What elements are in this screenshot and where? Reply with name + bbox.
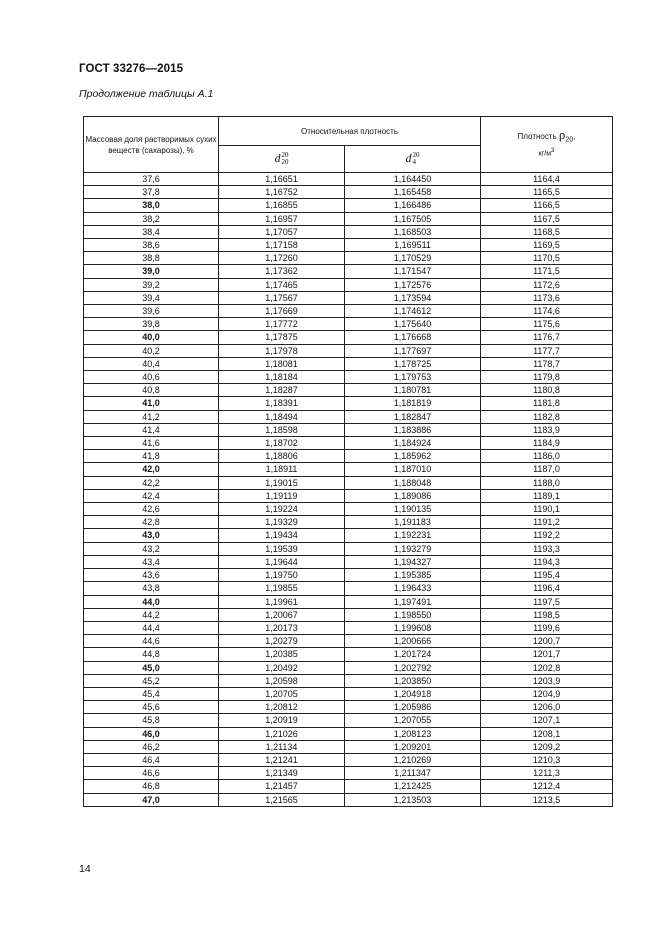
mass-fraction-cell: 41,2 [84, 410, 219, 423]
density-cell: 1181,8 [481, 397, 613, 410]
table-row [84, 199, 613, 212]
mass-fraction-cell: 44,6 [84, 635, 219, 648]
d20-20-cell: 1,16752 [219, 186, 345, 199]
table-row [84, 212, 613, 225]
table-row [84, 278, 613, 291]
mass-fraction-cell: 40,6 [84, 371, 219, 384]
mass-fraction-cell: 40,2 [84, 344, 219, 357]
mass-fraction-cell: 44,2 [84, 608, 219, 621]
d20-20-cell: 1,20919 [219, 714, 345, 727]
d20-20-cell: 1,21026 [219, 727, 345, 740]
mass-fraction-cell: 40,0 [84, 331, 219, 344]
d20-4-cell: 1,191183 [345, 516, 481, 529]
mass-fraction-cell: 47,0 [84, 793, 219, 806]
table-row [84, 437, 613, 450]
density-label: Плотность [517, 132, 557, 142]
density-cell: 1182,8 [481, 410, 613, 423]
d20-4-cell: 1,192231 [345, 529, 481, 542]
mass-fraction-cell: 44,8 [84, 648, 219, 661]
density-cell: 1190,1 [481, 503, 613, 516]
table-row [84, 173, 613, 186]
density-cell: 1187,0 [481, 463, 613, 476]
density-unit: кг/м [538, 150, 552, 158]
density-cell: 1172,6 [481, 278, 613, 291]
mass-fraction-cell: 40,8 [84, 384, 219, 397]
page-number: 14 [79, 863, 91, 875]
d20-4-cell: 1,210269 [345, 753, 481, 766]
density-cell: 1191,2 [481, 516, 613, 529]
mass-fraction-cell: 43,0 [84, 529, 219, 542]
d20-20-letter: d [274, 150, 281, 165]
mass-fraction-cell: 38,2 [84, 212, 219, 225]
table-row [84, 780, 613, 793]
d20-4-cell: 1,193279 [345, 542, 481, 555]
d20-4-header [345, 146, 481, 173]
d20-20-cell: 1,21349 [219, 767, 345, 780]
d20-20-cell: 1,16855 [219, 199, 345, 212]
d20-4-cell: 1,166486 [345, 199, 481, 212]
mass-fraction-cell: 42,2 [84, 476, 219, 489]
d20-20-cell: 1,20598 [219, 674, 345, 687]
mass-fraction-cell: 46,8 [84, 780, 219, 793]
mass-fraction-cell: 37,8 [84, 186, 219, 199]
mass-fraction-cell: 42,6 [84, 503, 219, 516]
mass-fraction-cell: 45,4 [84, 687, 219, 700]
mass-fraction-cell: 39,8 [84, 318, 219, 331]
density-table [83, 116, 613, 807]
table-row [84, 714, 613, 727]
density-cell: 1195,4 [481, 569, 613, 582]
density-cell: 1212,4 [481, 780, 613, 793]
table-row [84, 489, 613, 502]
density-cell: 1209,2 [481, 740, 613, 753]
d20-4-cell: 1,199608 [345, 621, 481, 634]
table-row [84, 608, 613, 621]
density-cell: 1204,9 [481, 687, 613, 700]
table-row [84, 225, 613, 238]
d20-20-cell: 1,18806 [219, 450, 345, 463]
table-row [84, 318, 613, 331]
d20-4-cell: 1,189086 [345, 489, 481, 502]
rho-subscript: 20 [565, 136, 574, 144]
density-cell: 1168,5 [481, 225, 613, 238]
mass-fraction-cell: 38,4 [84, 225, 219, 238]
table-row [84, 476, 613, 489]
table-row [84, 753, 613, 766]
d20-4-cell: 1,212425 [345, 780, 481, 793]
d20-20-cell: 1,21565 [219, 793, 345, 806]
density-cell: 1193,3 [481, 542, 613, 555]
density-cell: 1188,0 [481, 476, 613, 489]
mass-fraction-cell: 45,8 [84, 714, 219, 727]
mass-fraction-cell: 42,8 [84, 516, 219, 529]
table-row [84, 410, 613, 423]
table-row [84, 252, 613, 265]
d20-4-cell: 1,208123 [345, 727, 481, 740]
d20-4-cell: 1,198550 [345, 608, 481, 621]
d20-4-cell: 1,187010 [345, 463, 481, 476]
mass-fraction-cell: 44,4 [84, 621, 219, 634]
table-row [84, 450, 613, 463]
d20-4-cell: 1,201724 [345, 648, 481, 661]
d20-4-cell: 1,188048 [345, 476, 481, 489]
density-cell: 1198,5 [481, 608, 613, 621]
d20-4-cell: 1,177697 [345, 344, 481, 357]
density-cell: 1203,9 [481, 674, 613, 687]
mass-fraction-cell: 46,2 [84, 740, 219, 753]
d20-20-cell: 1,19119 [219, 489, 345, 502]
table-row [84, 331, 613, 344]
density-cell: 1211,3 [481, 767, 613, 780]
table-row [84, 569, 613, 582]
d20-20-cell: 1,17875 [219, 331, 345, 344]
mass-fraction-header: Массовая доля растворимых сухих веществ (сахарозы), % [84, 117, 219, 173]
mass-fraction-cell: 38,0 [84, 199, 219, 212]
d20-4-cell: 1,170529 [345, 252, 481, 265]
table-row [84, 397, 613, 410]
table-row [84, 503, 613, 516]
d20-4-cell: 1,209201 [345, 740, 481, 753]
table-row [84, 674, 613, 687]
mass-fraction-cell: 38,8 [84, 252, 219, 265]
mass-fraction-cell: 39,4 [84, 291, 219, 304]
density-cell: 1199,6 [481, 621, 613, 634]
d20-4-cell: 1,181819 [345, 397, 481, 410]
table-body [84, 173, 613, 807]
d20-4-cell: 1,204918 [345, 687, 481, 700]
mass-fraction-cell: 45,2 [84, 674, 219, 687]
d20-4-cell: 1,203850 [345, 674, 481, 687]
d20-20-cell: 1,19750 [219, 569, 345, 582]
density-header [481, 117, 613, 173]
density-cell: 1189,1 [481, 489, 613, 502]
mass-fraction-cell: 40,4 [84, 357, 219, 370]
density-cell: 1192,2 [481, 529, 613, 542]
d20-20-cell: 1,18287 [219, 384, 345, 397]
d20-20-cell: 1,19015 [219, 476, 345, 489]
d20-4-cell: 1,185962 [345, 450, 481, 463]
d20-20-cell: 1,19855 [219, 582, 345, 595]
d20-4-letter: d [405, 150, 412, 165]
mass-fraction-cell: 44,0 [84, 595, 219, 608]
table-row [84, 701, 613, 714]
mass-fraction-cell: 43,8 [84, 582, 219, 595]
table-row [84, 661, 613, 674]
density-cell: 1166,5 [481, 199, 613, 212]
d20-4-cell: 1,167505 [345, 212, 481, 225]
table-row [84, 384, 613, 397]
d20-4-sup: 20 [412, 151, 420, 159]
d20-20-cell: 1,17567 [219, 291, 345, 304]
table-row [84, 529, 613, 542]
density-cell: 1206,0 [481, 701, 613, 714]
d20-20-cell: 1,20067 [219, 608, 345, 621]
d20-20-cell: 1,20279 [219, 635, 345, 648]
density-cell: 1174,6 [481, 305, 613, 318]
d20-4-cell: 1,213503 [345, 793, 481, 806]
density-cell: 1200,7 [481, 635, 613, 648]
d20-20-cell: 1,20385 [219, 648, 345, 661]
density-unit-exponent: 3 [551, 147, 555, 154]
d20-4-cell: 1,172576 [345, 278, 481, 291]
density-cell: 1201,7 [481, 648, 613, 661]
d20-4-cell: 1,194327 [345, 555, 481, 568]
density-cell: 1213,5 [481, 793, 613, 806]
d20-20-sup: 20 [281, 151, 289, 159]
density-cell: 1176,7 [481, 331, 613, 344]
d20-4-cell: 1,195385 [345, 569, 481, 582]
d20-20-cell: 1,17772 [219, 318, 345, 331]
d20-20-sub: 20 [281, 158, 289, 166]
table-row [84, 621, 613, 634]
table-row [84, 542, 613, 555]
table-row [84, 793, 613, 806]
d20-4-cell: 1,178725 [345, 357, 481, 370]
mass-fraction-cell: 46,0 [84, 727, 219, 740]
table-row [84, 357, 613, 370]
table-row [84, 687, 613, 700]
density-cell: 1167,5 [481, 212, 613, 225]
table-row [84, 595, 613, 608]
mass-fraction-cell: 41,4 [84, 423, 219, 436]
mass-fraction-cell: 46,6 [84, 767, 219, 780]
mass-fraction-cell: 42,4 [84, 489, 219, 502]
d20-20-cell: 1,19329 [219, 516, 345, 529]
relative-density-header: Относительная плотность [219, 117, 481, 146]
d20-20-cell: 1,16651 [219, 173, 345, 186]
density-cell: 1184,9 [481, 437, 613, 450]
density-cell: 1208,1 [481, 727, 613, 740]
density-cell: 1183,9 [481, 423, 613, 436]
d20-4-cell: 1,173594 [345, 291, 481, 304]
d20-20-cell: 1,19539 [219, 542, 345, 555]
mass-fraction-cell: 43,2 [84, 542, 219, 555]
d20-20-cell: 1,21457 [219, 780, 345, 793]
density-cell: 1197,5 [481, 595, 613, 608]
table-row [84, 239, 613, 252]
table-continuation-caption: Продолжение таблицы А.1 [79, 88, 214, 100]
d20-20-cell: 1,21134 [219, 740, 345, 753]
density-cell: 1164,4 [481, 173, 613, 186]
density-cell: 1175,6 [481, 318, 613, 331]
d20-20-cell: 1,20705 [219, 687, 345, 700]
mass-fraction-cell: 43,6 [84, 569, 219, 582]
table-row [84, 635, 613, 648]
table-row [84, 305, 613, 318]
table-row [84, 344, 613, 357]
d20-20-cell: 1,20492 [219, 661, 345, 674]
mass-fraction-cell: 39,0 [84, 265, 219, 278]
mass-fraction-cell: 41,6 [84, 437, 219, 450]
density-cell: 1180,8 [481, 384, 613, 397]
d20-20-cell: 1,17260 [219, 252, 345, 265]
table-row [84, 582, 613, 595]
d20-4-cell: 1,196433 [345, 582, 481, 595]
d20-4-cell: 1,205986 [345, 701, 481, 714]
d20-20-cell: 1,20812 [219, 701, 345, 714]
density-cell: 1194,3 [481, 555, 613, 568]
mass-fraction-cell: 39,2 [84, 278, 219, 291]
density-cell: 1169,5 [481, 239, 613, 252]
d20-20-cell: 1,17465 [219, 278, 345, 291]
d20-20-cell: 1,18391 [219, 397, 345, 410]
mass-fraction-cell: 43,4 [84, 555, 219, 568]
d20-4-cell: 1,164450 [345, 173, 481, 186]
density-cell: 1207,1 [481, 714, 613, 727]
d20-4-cell: 1,171547 [345, 265, 481, 278]
table-row [84, 767, 613, 780]
d20-20-cell: 1,18911 [219, 463, 345, 476]
table-row [84, 265, 613, 278]
d20-20-cell: 1,16957 [219, 212, 345, 225]
d20-20-cell: 1,17978 [219, 344, 345, 357]
density-cell: 1179,8 [481, 371, 613, 384]
d20-4-cell: 1,200666 [345, 635, 481, 648]
d20-20-cell: 1,21241 [219, 753, 345, 766]
table-row [84, 516, 613, 529]
d20-20-cell: 1,18081 [219, 357, 345, 370]
table-row [84, 727, 613, 740]
density-cell: 1210,3 [481, 753, 613, 766]
d20-20-cell: 1,17669 [219, 305, 345, 318]
d20-20-cell: 1,18184 [219, 371, 345, 384]
document-header: ГОСТ 33276—2015 [79, 63, 184, 75]
mass-fraction-cell: 37,6 [84, 173, 219, 186]
d20-4-cell: 1,207055 [345, 714, 481, 727]
table-row [84, 648, 613, 661]
d20-20-cell: 1,17362 [219, 265, 345, 278]
d20-4-cell: 1,183886 [345, 423, 481, 436]
density-cell: 1170,5 [481, 252, 613, 265]
d20-4-cell: 1,174612 [345, 305, 481, 318]
density-cell: 1186,0 [481, 450, 613, 463]
d20-4-sub: 4 [412, 158, 416, 166]
table-row [84, 371, 613, 384]
d20-20-cell: 1,19961 [219, 595, 345, 608]
d20-4-cell: 1,190135 [345, 503, 481, 516]
mass-fraction-cell: 45,0 [84, 661, 219, 674]
d20-20-cell: 1,18598 [219, 423, 345, 436]
density-cell: 1202,8 [481, 661, 613, 674]
d20-20-cell: 1,18494 [219, 410, 345, 423]
mass-fraction-cell: 38,6 [84, 239, 219, 252]
d20-4-cell: 1,176668 [345, 331, 481, 344]
mass-fraction-cell: 42,0 [84, 463, 219, 476]
table-row [84, 740, 613, 753]
d20-4-cell: 1,184924 [345, 437, 481, 450]
table-row [84, 555, 613, 568]
d20-4-cell: 1,182847 [345, 410, 481, 423]
d20-4-cell: 1,179753 [345, 371, 481, 384]
table-row [84, 186, 613, 199]
density-cell: 1173,6 [481, 291, 613, 304]
d20-20-cell: 1,17158 [219, 239, 345, 252]
d20-20-cell: 1,18702 [219, 437, 345, 450]
d20-4-cell: 1,197491 [345, 595, 481, 608]
density-cell: 1177,7 [481, 344, 613, 357]
d20-4-cell: 1,169511 [345, 239, 481, 252]
density-cell: 1171,5 [481, 265, 613, 278]
table-row [84, 463, 613, 476]
mass-fraction-cell: 41,0 [84, 397, 219, 410]
rho-symbol: ρ [558, 127, 566, 143]
mass-fraction-cell: 46,4 [84, 753, 219, 766]
d20-20-cell: 1,17057 [219, 225, 345, 238]
density-comma: , [573, 132, 576, 142]
d20-4-cell: 1,211347 [345, 767, 481, 780]
d20-20-cell: 1,19434 [219, 529, 345, 542]
d20-20-header [219, 146, 345, 173]
d20-4-cell: 1,202792 [345, 661, 481, 674]
mass-fraction-cell: 41,8 [84, 450, 219, 463]
table-row [84, 423, 613, 436]
d20-4-cell: 1,165458 [345, 186, 481, 199]
d20-20-cell: 1,20173 [219, 621, 345, 634]
mass-fraction-cell: 39,6 [84, 305, 219, 318]
d20-4-cell: 1,180781 [345, 384, 481, 397]
d20-20-cell: 1,19644 [219, 555, 345, 568]
d20-20-cell: 1,19224 [219, 503, 345, 516]
table-row [84, 291, 613, 304]
density-cell: 1196,4 [481, 582, 613, 595]
d20-4-cell: 1,168503 [345, 225, 481, 238]
d20-4-cell: 1,175640 [345, 318, 481, 331]
density-cell: 1178,7 [481, 357, 613, 370]
mass-fraction-cell: 45,6 [84, 701, 219, 714]
density-cell: 1165,5 [481, 186, 613, 199]
